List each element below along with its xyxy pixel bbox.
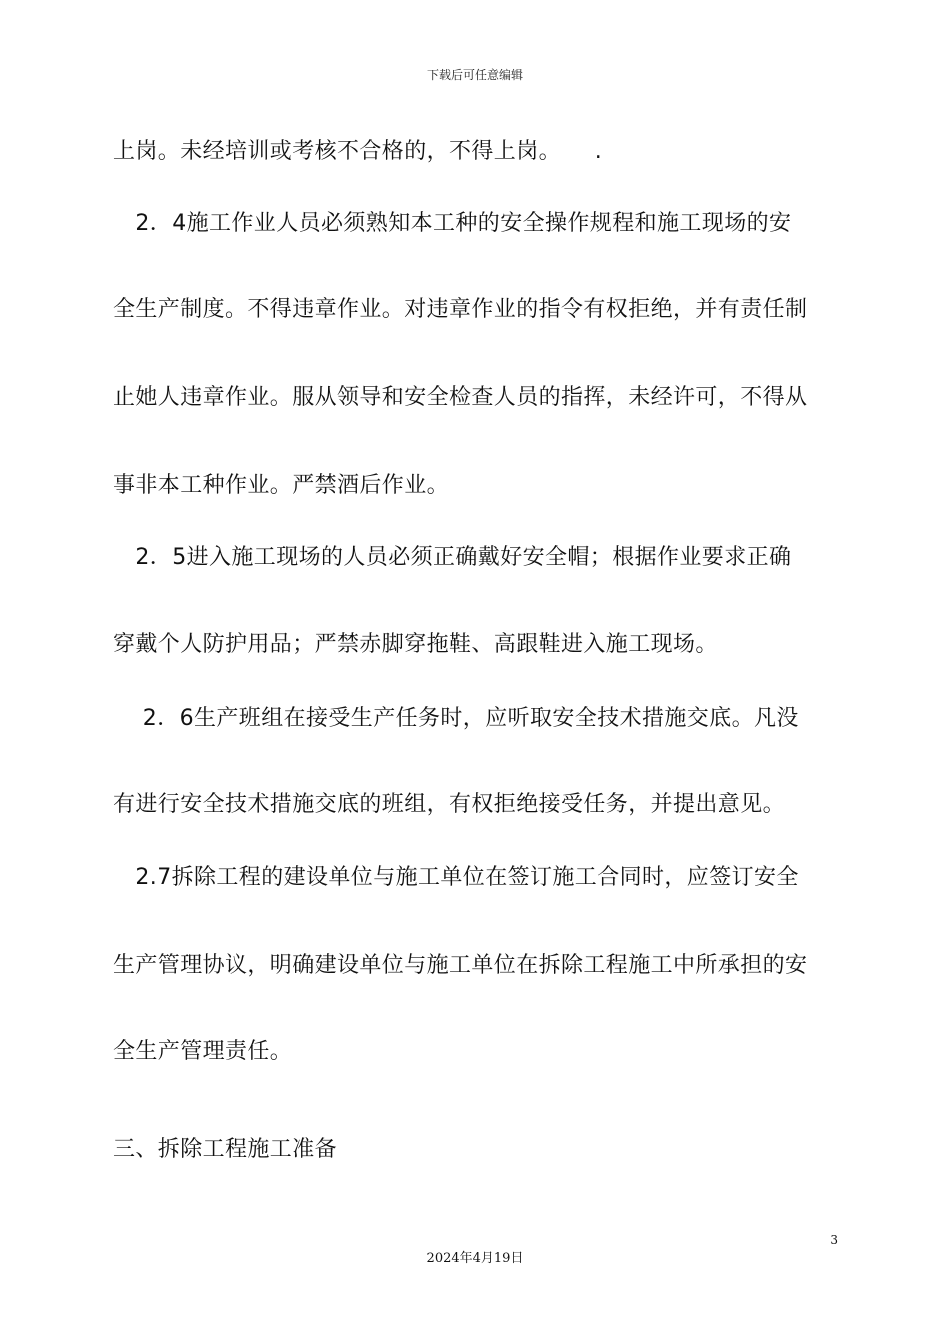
paragraph-line-1: 上岗。未经培训或考核不合格的，不得上岗。 . (113, 139, 603, 164)
paragraph-line-4: 止她人违章作业。服从领导和安全检查人员的指挥，未经许可，不得从 (113, 385, 808, 410)
paragraph-line-11: 生产管理协议，明确建设单位与施工单位在拆除工程施工中所承担的安 (113, 953, 808, 978)
paragraph-line-2: 2．4施工作业人员必须熟知本工种的安全操作规程和施工现场的安 (113, 211, 792, 236)
paragraph-line-6: 2．5进入施工现场的人员必须正确戴好安全帽；根据作业要求正确 (113, 545, 792, 570)
paragraph-line-9: 有进行安全技术措施交底的班组，有权拒绝接受任务，并提出意见。 (113, 792, 786, 817)
section-heading: 三、拆除工程施工准备 (113, 1137, 338, 1162)
paragraph-line-10: 2.7拆除工程的建设单位与施工单位在签订施工合同时，应签订安全 (113, 865, 799, 890)
page-number: 3 (830, 1233, 838, 1247)
paragraph-line-3: 全生产制度。不得违章作业。对违章作业的指令有权拒绝，并有责任制 (113, 297, 808, 322)
paragraph-line-7: 穿戴个人防护用品；严禁赤脚穿拖鞋、高跟鞋进入施工现场。 (113, 632, 718, 657)
header-note: 下载后可任意编辑 (426, 68, 523, 82)
paragraph-line-8: 2．6生产班组在接受生产任务时，应听取安全技术措施交底。凡没 (113, 706, 799, 731)
paragraph-line-5: 事非本工种作业。严禁酒后作业。 (113, 473, 450, 498)
footer-date: 2024年4月19日 (426, 1251, 524, 1266)
paragraph-line-12: 全生产管理责任。 (113, 1039, 293, 1064)
